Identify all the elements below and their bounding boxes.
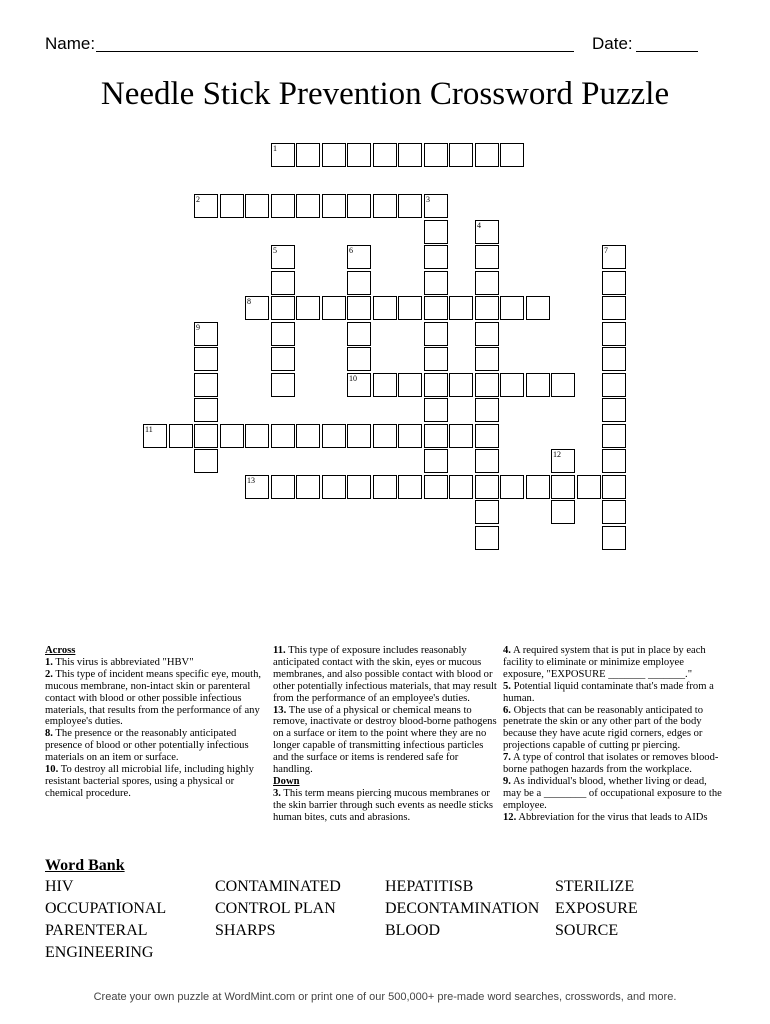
crossword-cell[interactable]	[296, 194, 320, 218]
crossword-cell[interactable]	[475, 398, 499, 422]
crossword-cell[interactable]	[424, 424, 448, 448]
clue-number: 2	[196, 195, 200, 204]
down-heading: Down	[273, 775, 300, 787]
word-bank-item: CONTROL PLAN	[215, 900, 336, 917]
word-bank-item: OCCUPATIONAL	[45, 900, 167, 917]
crossword-cell[interactable]	[602, 398, 626, 422]
crossword-cell[interactable]	[475, 526, 499, 550]
crossword-cell[interactable]	[347, 373, 371, 397]
crossword-cell[interactable]	[475, 347, 499, 371]
crossword-cell[interactable]	[500, 475, 524, 499]
page-title: Needle Stick Prevention Crossword Puzzle	[100, 76, 670, 112]
crossword-cell[interactable]	[194, 424, 218, 448]
crossword-cell[interactable]	[602, 449, 626, 473]
clue-down-7: 7. A type of control that isolates or removes blood-borne pathogen hazards from the workplace.	[503, 752, 719, 776]
crossword-cell[interactable]	[577, 475, 601, 499]
word-bank-item: STERILIZE	[555, 878, 635, 895]
crossword-cell[interactable]	[271, 475, 295, 499]
crossword-cell[interactable]	[602, 475, 626, 499]
word-bank-item: SHARPS	[215, 922, 276, 939]
crossword-cell[interactable]	[322, 424, 346, 448]
crossword-cell[interactable]	[449, 475, 473, 499]
word-bank-column-2	[215, 876, 341, 942]
crossword-cell[interactable]	[424, 143, 448, 167]
crossword-cell[interactable]	[373, 373, 397, 397]
crossword-cell[interactable]	[194, 322, 218, 346]
crossword-cell[interactable]	[347, 347, 371, 371]
crossword-cell[interactable]	[271, 322, 295, 346]
crossword-cell[interactable]	[424, 245, 448, 269]
word-bank-column-1	[45, 876, 166, 964]
crossword-cell[interactable]	[373, 424, 397, 448]
crossword-cell[interactable]	[194, 347, 218, 371]
clue-number: 8	[247, 297, 251, 306]
crossword-cell[interactable]	[322, 143, 346, 167]
clues-column-1	[45, 645, 267, 800]
crossword-cell[interactable]	[602, 347, 626, 371]
crossword-cell[interactable]	[373, 143, 397, 167]
clue-down-12: 12. Abbreviation for the virus that leads to AIDs	[503, 811, 708, 823]
crossword-cell[interactable]	[475, 271, 499, 295]
crossword-cell[interactable]	[347, 143, 371, 167]
crossword-cell[interactable]	[602, 373, 626, 397]
word-bank-item: CONTAMINATED	[215, 878, 341, 895]
crossword-cell[interactable]	[347, 194, 371, 218]
crossword-cell[interactable]	[220, 424, 244, 448]
crossword-cell[interactable]	[347, 271, 371, 295]
word-bank-item: SOURCE	[555, 922, 619, 939]
crossword-cell[interactable]	[551, 449, 575, 473]
crossword-cell[interactable]	[424, 322, 448, 346]
crossword-cell[interactable]	[424, 271, 448, 295]
clue-number: 4	[477, 221, 481, 230]
word-bank-item: BLOOD	[385, 922, 441, 939]
crossword-cell[interactable]	[271, 424, 295, 448]
crossword-cell[interactable]	[475, 449, 499, 473]
crossword-cell[interactable]	[551, 373, 575, 397]
crossword-cell[interactable]	[602, 526, 626, 550]
crossword-cell[interactable]	[424, 347, 448, 371]
crossword-cell[interactable]	[322, 296, 346, 320]
crossword-cell[interactable]	[245, 296, 269, 320]
crossword-cell[interactable]	[475, 500, 499, 524]
crossword-cell[interactable]	[424, 475, 448, 499]
crossword-cell[interactable]	[373, 296, 397, 320]
crossword-cell[interactable]	[500, 143, 524, 167]
crossword-cell[interactable]	[398, 475, 422, 499]
word-bank-column-3	[385, 876, 539, 942]
crossword-cell[interactable]	[398, 424, 422, 448]
word-bank-title: Word Bank	[45, 857, 125, 874]
crossword-cell[interactable]	[194, 194, 218, 218]
crossword-cell[interactable]	[475, 220, 499, 244]
clue-down-9: 9. As individual's blood, whether living or dead, may be a ________ of occupational exposure to the employee.	[503, 775, 722, 811]
crossword-cell[interactable]	[271, 347, 295, 371]
date-label: Date:	[592, 34, 633, 53]
crossword-cell[interactable]	[602, 296, 626, 320]
clue-down-5: 5. Potential liquid contaminate that's made from a human.	[503, 680, 714, 704]
crossword-cell[interactable]	[424, 194, 448, 218]
crossword-cell[interactable]	[347, 322, 371, 346]
crossword-cell[interactable]	[220, 194, 244, 218]
clue-number: 7	[604, 246, 608, 255]
crossword-cell[interactable]	[551, 475, 575, 499]
crossword-cell[interactable]	[449, 143, 473, 167]
word-bank-item: PARENTERAL	[45, 922, 148, 939]
crossword-cell[interactable]	[424, 220, 448, 244]
footer-text: Create your own puzzle at WordMint.com or print one of our 500,000+ pre-made word searches, crosswords, and more.	[93, 991, 677, 1003]
crossword-cell[interactable]	[602, 322, 626, 346]
crossword-cell[interactable]	[271, 373, 295, 397]
crossword-cell[interactable]	[194, 398, 218, 422]
crossword-cell[interactable]	[602, 245, 626, 269]
crossword-cell[interactable]	[500, 373, 524, 397]
crossword-cell[interactable]	[526, 373, 550, 397]
crossword-cell[interactable]	[551, 500, 575, 524]
name-label: Name:	[45, 34, 96, 53]
clue-number: 6	[349, 246, 353, 255]
crossword-cell[interactable]	[398, 296, 422, 320]
crossword-cell[interactable]	[373, 475, 397, 499]
crossword-cell[interactable]	[475, 296, 499, 320]
crossword-cell[interactable]	[500, 296, 524, 320]
crossword-cell[interactable]	[347, 475, 371, 499]
crossword-cell[interactable]	[271, 194, 295, 218]
clue-down-3: 3. This term means piercing mucous membranes or the skin barrier through such events as needle sticks human bites, cuts and abrasions.	[273, 787, 494, 823]
crossword-cell[interactable]	[475, 143, 499, 167]
clue-across-2: 2. This type of incident means specific eye, mouth, mucous membrane, non-intact skin or parenteral contact with blood or other possible infectious materials, that results from the performance of any employee's duties.	[45, 668, 262, 728]
crossword-cell[interactable]	[475, 322, 499, 346]
crossword-cell[interactable]	[143, 424, 167, 448]
crossword-cell[interactable]	[322, 475, 346, 499]
clue-number: 5	[273, 246, 277, 255]
crossword-cell[interactable]	[347, 245, 371, 269]
crossword-cell[interactable]	[602, 271, 626, 295]
crossword-cell[interactable]	[449, 424, 473, 448]
crossword-cell[interactable]	[526, 475, 550, 499]
clue-across-11: 11. This type of exposure includes reasonably anticipated contact with the skin, eyes or mucous membranes, and also possible contact with blood or other potentially infectious materials, that may result from the performance of an employee's duties.	[273, 645, 497, 704]
crossword-cell[interactable]	[347, 424, 371, 448]
crossword-cell[interactable]	[347, 296, 371, 320]
clue-number: 3	[426, 195, 430, 204]
word-bank-item: EXPOSURE	[555, 900, 638, 917]
word-bank-item: HEPATITISB	[385, 878, 474, 895]
clue-number: 10	[349, 374, 357, 383]
crossword-cell[interactable]	[245, 475, 269, 499]
crossword-cell[interactable]	[194, 449, 218, 473]
clue-down-6: 6. Objects that can be reasonably anticipated to penetrate the skin or any other part of the body because they have acute rigid corners, edges or projections capable of cutting pr piercing.	[503, 704, 704, 752]
crossword-cell[interactable]	[424, 398, 448, 422]
crossword-cell[interactable]	[602, 424, 626, 448]
clue-number: 11	[145, 425, 153, 434]
clue-number: 1	[273, 144, 277, 153]
crossword-cell[interactable]	[271, 143, 295, 167]
clue-across-1: 1. This virus is abbreviated "HBV"	[45, 656, 194, 668]
crossword-cell[interactable]	[475, 245, 499, 269]
crossword-cell[interactable]	[373, 194, 397, 218]
crossword-cell[interactable]	[296, 475, 320, 499]
crossword-cell[interactable]	[296, 296, 320, 320]
clue-across-10: 10. To destroy all microbial life, including highly resistant bacterial spores, using a physical or chemical procedure.	[45, 764, 254, 799]
crossword-cell[interactable]	[245, 424, 269, 448]
crossword-cell[interactable]	[424, 373, 448, 397]
crossword-cell[interactable]	[271, 245, 295, 269]
crossword-cell[interactable]	[526, 296, 550, 320]
clue-number: 12	[553, 450, 561, 459]
crossword-cell[interactable]	[245, 194, 269, 218]
crossword-cell[interactable]	[602, 500, 626, 524]
crossword-cell[interactable]	[398, 143, 422, 167]
word-bank-item: DECONTAMINATION	[385, 900, 540, 917]
crossword-cell[interactable]	[424, 296, 448, 320]
clues-column-2	[273, 645, 497, 824]
clue-down-4: 4. A required system that is put in place by each facility to eliminate or minimize employee exposure, "EXPOSURE _______ _______."	[503, 645, 706, 680]
word-bank-item: HIV	[45, 878, 74, 895]
crossword-cell[interactable]	[475, 475, 499, 499]
crossword-cell[interactable]	[322, 194, 346, 218]
clue-across-13: 13. The use of a physical or chemical means to remove, inactivate or destroy blood-borne pathogens on a surface or item to the point where they are no longer capable of transmitting infectious particles and the surface or items is rendered safe for handling.	[273, 704, 497, 776]
clue-number: 13	[247, 476, 255, 485]
clue-across-8: 8. The presence or the reasonably anticipated presence of blood or other potentially infectious materials on an item or surface.	[45, 728, 249, 764]
word-bank-item: ENGINEERING	[45, 944, 154, 961]
crossword-cell[interactable]	[475, 373, 499, 397]
crossword-cell[interactable]	[271, 296, 295, 320]
crossword-cell[interactable]	[475, 424, 499, 448]
crossword-cell[interactable]	[424, 449, 448, 473]
crossword-cell[interactable]	[296, 143, 320, 167]
crossword-cell[interactable]	[169, 424, 193, 448]
crossword-cell[interactable]	[194, 373, 218, 397]
word-bank-column-4	[555, 876, 638, 942]
clue-number: 9	[196, 323, 200, 332]
crossword-cell[interactable]	[398, 194, 422, 218]
crossword-cell[interactable]	[271, 271, 295, 295]
across-heading: Across	[45, 645, 76, 656]
crossword-cell[interactable]	[296, 424, 320, 448]
crossword-cell[interactable]	[449, 373, 473, 397]
clues-column-3	[503, 645, 727, 824]
crossword-cell[interactable]	[449, 296, 473, 320]
crossword-cell[interactable]	[398, 373, 422, 397]
